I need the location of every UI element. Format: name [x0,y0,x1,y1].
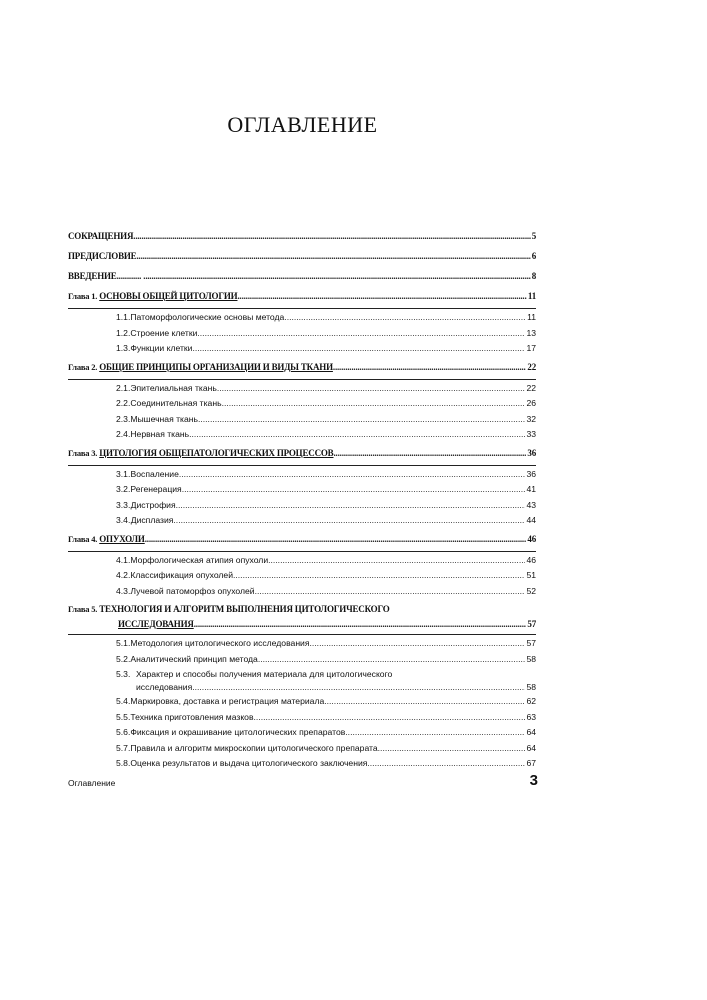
toc-section-2-3[interactable] [68,412,536,428]
section-label: Строение клетки [130,327,198,338]
section-label: Эпителиальная ткань [130,382,217,393]
toc-page-number: 6 [531,251,536,261]
footer-section-title: Оглавление [68,778,116,788]
toc-page-number: 36 [527,447,536,458]
toc-page-number: 63 [526,711,536,722]
table-of-contents [68,226,536,772]
toc-page-number: 22 [527,361,536,372]
toc-page-number: 5 [531,231,536,241]
toc-page-number: 17 [526,343,536,353]
chapter-prefix: Глава 2. [68,361,98,372]
section-number: 5.6. [116,727,131,737]
section-number: 3.4. [116,515,131,525]
toc-section-4-1[interactable] [68,553,536,569]
chapter-title: ОСНОВЫ ОБЩЕЙ ЦИТОЛОГИИ [99,291,238,301]
section-number: 5.5. [116,711,131,722]
section-label: Дистрофия [130,499,176,510]
toc-entry-label: СОКРАЩЕНИЯ [68,231,134,241]
toc-section-5-5[interactable] [68,710,536,726]
toc-chapter-4[interactable] [68,529,536,549]
section-number: 4.3. [116,585,131,596]
toc-entry-preface[interactable] [68,246,536,266]
toc-page-number: 11 [527,312,536,322]
section-number: 3.3. [116,499,131,510]
toc-section-2-4[interactable] [68,427,536,443]
toc-section-3-1[interactable] [68,467,536,483]
toc-section-5-6[interactable] [68,725,536,741]
section-label: Фиксация и окрашивание цитологических препаратов [130,727,346,737]
section-number: 1.1. [116,312,131,322]
toc-page-number: 51 [526,570,536,580]
toc-section-5-2[interactable] [68,652,536,668]
toc-page-number: 13 [526,327,536,338]
section-number: 1.2. [116,327,131,338]
toc-page-number: 41 [526,484,536,494]
chapter-title: ОБЩИЕ ПРИНЦИПЫ ОРГАНИЗАЦИИ И ВИДЫ ТКАНИ [99,361,333,372]
toc-chapter-1[interactable] [68,286,536,306]
section-label: Лучевой патоморфоз опухолей [130,585,255,596]
toc-page-number: 46 [527,533,536,544]
section-label: Маркировка, доставка и регистрация материала [130,696,325,706]
section-label: Дисплазия [130,515,174,525]
toc-section-2-2[interactable] [68,396,536,412]
toc-page-number: 44 [526,515,536,525]
section-label: Мышечная ткань [130,413,198,424]
toc-page-number: 36 [526,468,536,479]
section-number: 2.4. [116,429,131,439]
toc-section-1-3[interactable] [68,341,536,357]
section-number: 2.2. [116,398,131,408]
chapter-divider [68,634,536,635]
section-label: Воспаление [130,468,179,479]
toc-section-5-1[interactable] [68,636,536,652]
section-number: 3.1. [116,468,131,479]
section-label: Техника приготовления мазков [130,711,254,722]
chapter-title: ЦИТОЛОГИЯ ОБЩЕПАТОЛОГИЧЕСКИХ ПРОЦЕССОВ [99,447,334,458]
section-number: 4.1. [116,554,131,565]
toc-page-number: 64 [526,742,536,753]
toc-section-1-1[interactable] [68,310,536,326]
section-label: Методология цитологического исследования [130,638,310,648]
toc-section-5-3[interactable] [68,667,536,694]
section-number: 5.7. [116,742,131,753]
chapter-divider [68,465,536,466]
section-label: Нервная ткань [130,429,190,439]
toc-page-number: 22 [526,382,536,393]
section-label: Регенерация [130,484,182,494]
toc-page-number: 57 [527,619,536,629]
toc-section-5-7[interactable] [68,741,536,757]
chapter-prefix: Глава 4. [68,533,98,544]
toc-section-1-2[interactable] [68,326,536,342]
toc-page-number: 58 [526,653,536,664]
toc-chapter-2[interactable] [68,357,536,377]
toc-page-number: 11 [527,291,536,301]
section-number: 4.2. [116,570,131,580]
toc-section-5-4[interactable] [68,694,536,710]
toc-section-5-8[interactable] [68,756,536,772]
toc-chapter-3[interactable] [68,443,536,463]
section-number: 2.1. [116,382,131,393]
section-label: Соединительная ткань [130,398,222,408]
chapter-prefix: Глава 5. [68,604,98,614]
toc-section-2-1[interactable] [68,381,536,397]
section-label-line2: исследования [136,682,193,692]
toc-page-number: 67 [526,758,536,768]
chapter-divider [68,379,536,380]
section-label: Морфологическая атипия опухоли [130,554,269,565]
page-title: ОГЛАВЛЕНИЕ [227,112,378,137]
toc-section-4-2[interactable] [68,568,536,584]
section-label: Патоморфологические основы метода [130,312,285,322]
chapter-prefix: Глава 3. [68,447,98,458]
chapter-divider [68,551,536,552]
section-label: Оценка результатов и выдача цитологического заключения [130,758,368,768]
toc-page-number: 57 [526,638,536,648]
section-label-line1: Характер и способы получения материала для цитологического [136,669,393,679]
toc-page-number: 8 [531,271,536,281]
section-label: Аналитический принцип метода [130,653,258,664]
toc-entry-label: ВВЕДЕНИЕ............ . [68,271,146,281]
toc-entry-abbreviations[interactable] [68,226,536,246]
toc-page-number: 58 [526,682,536,692]
toc-page-number: 64 [526,727,536,737]
toc-chapter-5[interactable] [68,599,536,632]
toc-page-number: 26 [526,398,536,408]
chapter-divider [68,308,536,309]
toc-page-number: 62 [526,696,536,706]
section-number: 1.3. [116,343,131,353]
chapter-title-line2: ИССЛЕДОВАНИЯ [118,619,194,629]
toc-page-number: 32 [526,413,536,424]
section-number: 2.3. [116,413,131,424]
toc-page-number: 52 [526,585,536,596]
chapter-title: ОПУХОЛИ [99,533,145,544]
footer-page-number: 3 [529,772,538,789]
section-number: 5.1. [116,638,131,648]
toc-section-3-2[interactable] [68,482,536,498]
toc-section-3-4[interactable] [68,513,536,529]
chapter-title-line1: ТЕХНОЛОГИЯ И АЛГОРИТМ ВЫПОЛНЕНИЯ ЦИТОЛОГИЧЕСКОГО [99,604,390,614]
toc-entry-introduction[interactable] [68,266,536,286]
section-number: 3.2. [116,484,131,494]
section-number: 5.2. [116,653,131,664]
section-label: Правила и алгоритм микроскопии цитологического препарата [130,742,378,753]
toc-section-4-3[interactable] [68,584,536,600]
toc-entry-label: ПРЕДИСЛОВИЕ [68,251,137,261]
section-number: 5.8. [116,758,131,768]
toc-page-number: 43 [526,499,536,510]
toc-page-number: 33 [526,429,536,439]
toc-page-number: 46 [526,554,536,565]
section-label: Функции клетки [130,343,193,353]
section-number: 5.3. [116,669,131,679]
chapter-prefix: Глава 1. [68,291,98,301]
section-number: 5.4. [116,696,131,706]
section-label: Классификация опухолей [130,570,234,580]
toc-section-3-3[interactable] [68,498,536,514]
